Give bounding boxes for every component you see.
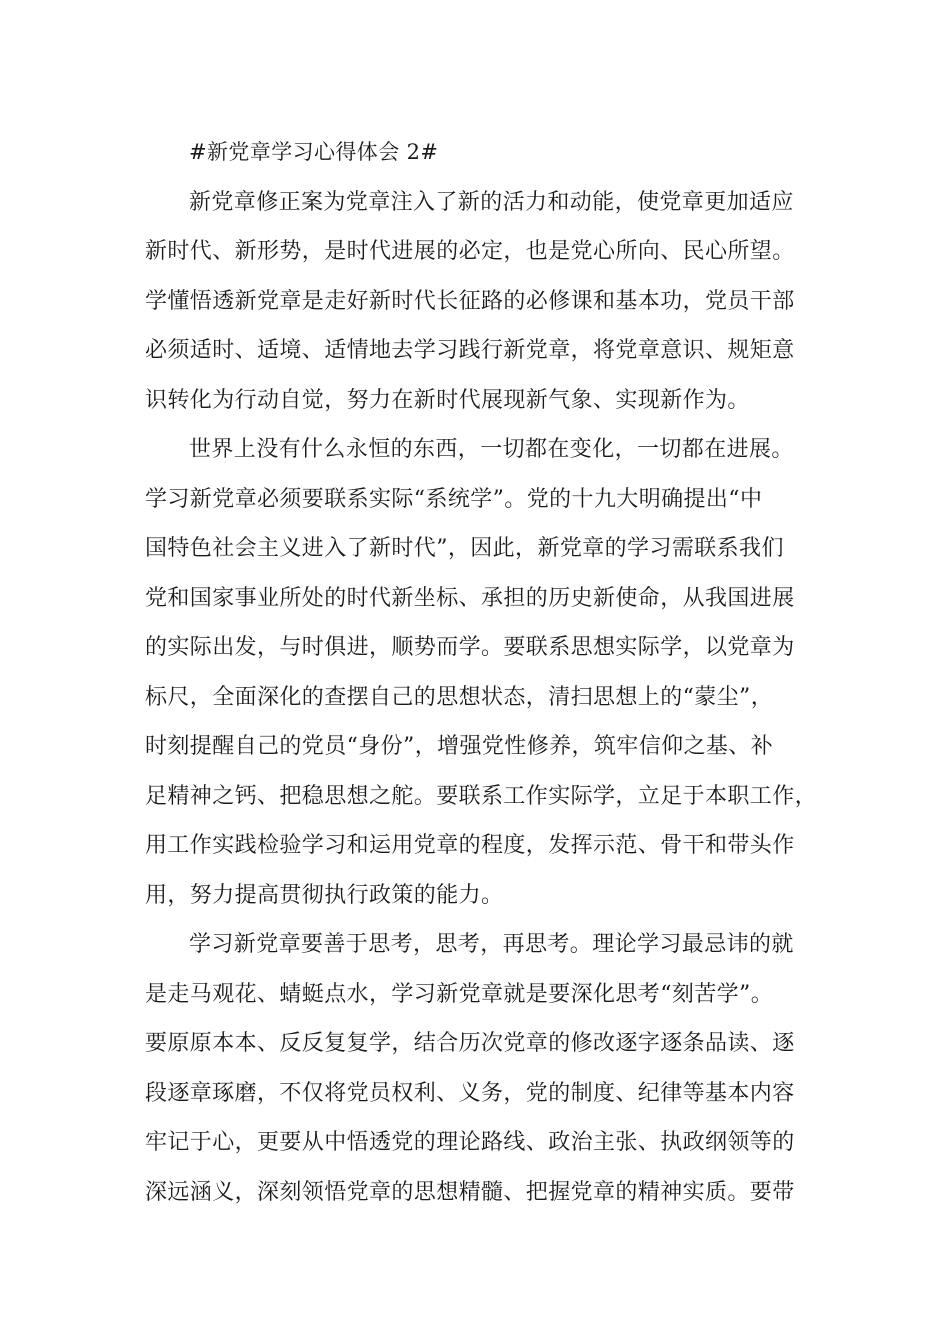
document-body — [145, 128, 825, 1217]
paragraph-3: 学习新党章要善于思考，思考，再思考。理论学习最忌讳的就 是走马观花、蜻蜓点水，学习新党章就是要深化思考“刻苦学”。 要原原本本、反反复复学，结合历次党章的修改逐字逐条品读、逐 段逐章琢磨，不仅将党员权利、义务，党的制度、纪律等基本内容 牢记于心，更要从中悟透党的理论路线、政治主张、执政纲领等的 深远涵义，深刻领悟党章的思想精髓、把握党章的精神实质。要带 — [145, 932, 795, 1205]
paragraph-2: 世界上没有什么永恒的东西，一切都在变化，一切都在进展。 学习新党章必须要联系实际“系统学”。党的十九大明确提出“中 国特色社会主义进入了新时代”，因此，新党章的学习需联系我们 党和国家事业所处的时代新坐标、承担的历史新使命，从我国进展 的实际出发，与时俱进，顺势而学。要联系思想实际学，以党章为 标尺，全面深化的查摆自己的思想状态，清扫思想上的“蒙尘”， 时刻提醒自己的党员“身份”，增强党性修养，筑牢信仰之基、补 足精神之钙、把稳思想之舵。要联系工作实际学，立足于本职工作， 用工作实践检验学习和运用党章的程度，发挥示范、骨干和带头作 用，努力提高贯彻执行政策的能力。 — [145, 437, 818, 908]
document-heading: #新党章学习心得体会 2# — [189, 140, 439, 164]
paragraph-1: 新党章修正案为党章注入了新的活力和动能，使党章更加适应 新时代、新形势，是时代进展的必定，也是党心所向、民心所望。 学懂悟透新党章是走好新时代长征路的必修课和基本功，党员干部 必须适时、适境、适情地去学习践行新党章，将党章意识、规矩意 识转化为行动自觉，努力在新时代展现新气象、实现新作为。 — [145, 189, 795, 413]
